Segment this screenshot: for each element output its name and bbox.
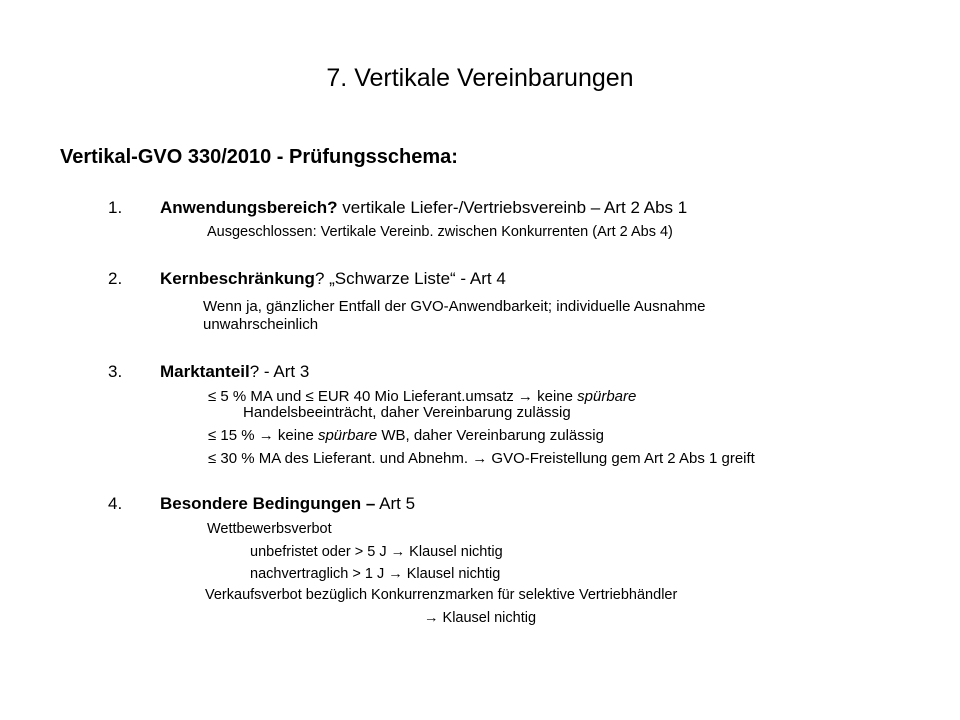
item-4-heading bbox=[160, 494, 415, 514]
item-1-number: 1. bbox=[108, 198, 123, 217]
item-1-heading bbox=[160, 198, 687, 218]
item-4-heading-rest: Art 5 bbox=[375, 494, 416, 513]
item-4-detail-4: Verkaufsverbot bezüglich Konkurrenzmarken für selektive Vertriebhändler bbox=[205, 587, 678, 603]
item-3-detail-1-pre: ≤ 5 % MA und ≤ EUR 40 Mio Lieferant.umsatz → keine bbox=[208, 388, 578, 405]
item-4-heading-bold: Besondere Bedingungen – bbox=[160, 494, 376, 513]
item-2-number: 2. bbox=[108, 269, 123, 288]
item-4-detail-1: Wettbewerbsverbot bbox=[207, 521, 332, 537]
item-3-detail-1 bbox=[208, 388, 636, 405]
item-1-heading-bold: Anwendungsbereich? bbox=[160, 198, 338, 217]
item-3-detail-2-pre: ≤ 15 % → keine bbox=[208, 427, 318, 444]
item-3-heading-bold: Marktanteil bbox=[160, 362, 250, 381]
item-2-heading-rest: ? „Schwarze Liste“ - Art 4 bbox=[314, 269, 506, 288]
item-2-heading-bold: Kernbeschränkung bbox=[160, 269, 315, 288]
item-3-number: 3. bbox=[108, 362, 123, 381]
item-4-number: 4. bbox=[108, 494, 123, 513]
item-4-detail-3: nachvertraglich > 1 J → Klausel nichtig bbox=[250, 566, 501, 582]
item-2-heading bbox=[160, 269, 506, 289]
item-1-heading-rest: vertikale Liefer-/Vertriebsvereinb – Art 2 Abs 1 bbox=[337, 198, 688, 217]
item-3-detail-2-italic: spürbare bbox=[317, 427, 378, 444]
slide-title: 7. Vertikale Vereinbarungen bbox=[326, 64, 634, 92]
item-3-heading-rest: ? - Art 3 bbox=[249, 362, 310, 381]
item-2-detail-line1: Wenn ja, gänzlicher Entfall der GVO-Anwendbarkeit; individuelle Ausnahme bbox=[203, 298, 706, 315]
item-3-detail-3: ≤ 30 % MA des Lieferant. und Abnehm. → GVO-Freistellung gem Art 2 Abs 1 greift bbox=[208, 450, 755, 467]
slide-subtitle: Vertikal-GVO 330/2010 - Prüfungsschema: bbox=[60, 146, 458, 168]
item-3-heading bbox=[160, 362, 309, 382]
item-3-detail-2 bbox=[208, 427, 604, 444]
item-2-detail-line2: unwahrscheinlich bbox=[203, 316, 319, 333]
item-3-detail-1-cont: Handelsbeeinträcht, daher Vereinbarung zulässig bbox=[243, 404, 571, 421]
item-3-detail-2-post: WB, daher Vereinbarung zulässig bbox=[377, 427, 604, 444]
item-4-detail-5: → Klausel nichtig bbox=[424, 610, 537, 626]
item-3-detail-1-italic: spürbare bbox=[577, 388, 637, 405]
item-1-detail: Ausgeschlossen: Vertikale Vereinb. zwischen Konkurrenten (Art 2 Abs 4) bbox=[207, 224, 673, 240]
item-4-detail-2: unbefristet oder > 5 J → Klausel nichtig bbox=[250, 544, 503, 560]
